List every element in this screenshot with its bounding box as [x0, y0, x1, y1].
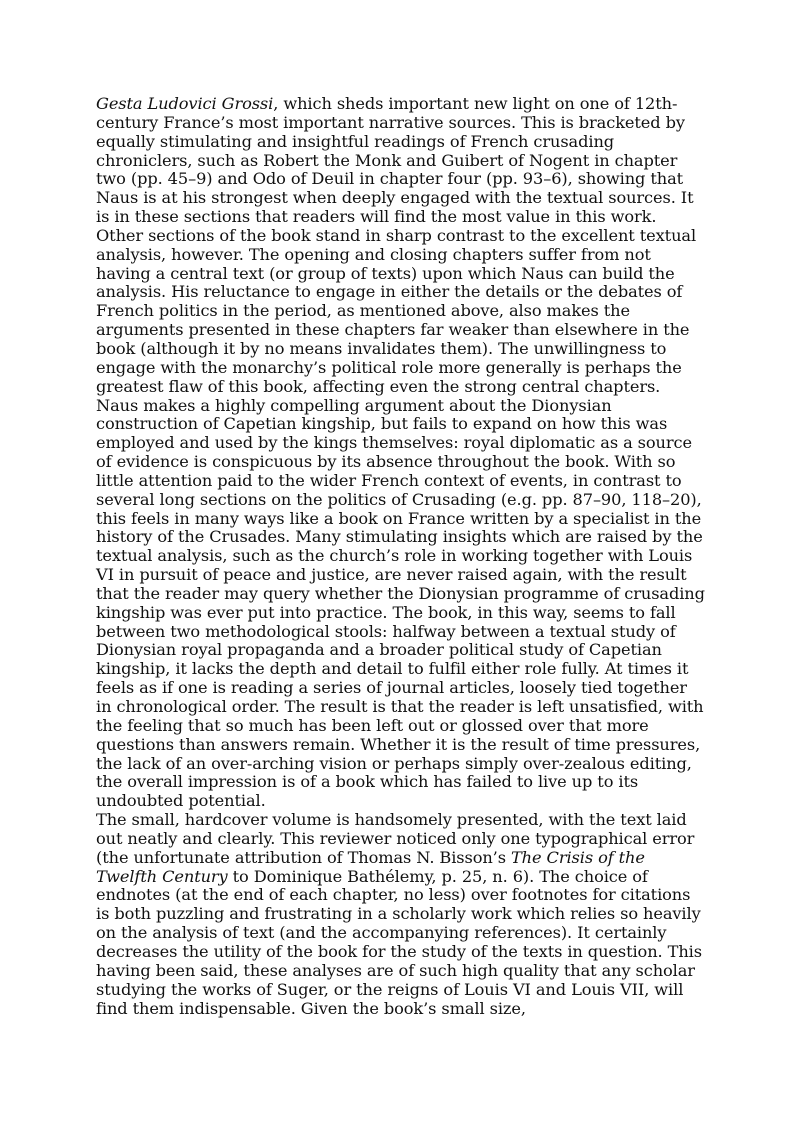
paragraph-1 — [96, 95, 706, 227]
paragraph-text: Other sections of the book stand in sharp contrast to the excellent textual analysis, however. The opening and closing chapters suffer from not having a central text (or group of texts) upon which Naus can build the analysis. His reluctance to engage in either the details or the debates of French politics in the period, as mentioned above, also makes the arguments presented in these chapters far weaker than elsewhere in the book (although it by no means invalidates them). The unwillingness to engage with the monarchy’s political role more generally is perhaps the greatest flaw of this book, affecting even the strong central chapters. — [96, 225, 697, 396]
paragraph-3 — [96, 397, 706, 812]
paragraph-text: to Dominique Bathélemy, p. 25, n. 6). The choice of endnotes (at the end of each chapter, no less) over footnotes for citations is both puzzling and frustrating in a scholarly work which relies so heavily on the analysis of text (and the accompanying references). It certainly decreases the utility of the book for the study of the texts in question. This having been said, these analyses are of such high quality that any scholar studying the works of Suger, or the reigns of Louis VI and Louis VII, will find them indispensable. Given the book’s small size, — [96, 866, 702, 1018]
paragraph-text: The small, hardcover volume is handsomely presented, with the text laid out neatly and clearly. This reviewer noticed only one typographical error (the unfortunate attribution of Thomas N. Bisson’s — [96, 810, 695, 867]
paragraph-text: Naus makes a highly compelling argument about the Dionysian construction of Capetian kingship, but fails to expand on how this was employed and used by the kings themselves: royal diplomatic as a source of evidence is conspicuous by its absence throughout the book. With so little attention paid to the wider French context of events, in contrast to several long sections on the politics of Crusading (e.g. pp. 87–90, 118–20), this feels in many ways like a book on France written by a specialist in the history of the Crusades. Many stimulating insights which are raised by the textual analysis, such as the church’s role in working together with Louis VI in pursuit of peace and justice, are never raised again, with the result that the reader may query whether the Dionysian programme of crusading kingship was ever put into practice. The book, in this way, seems to fall between two methodological stools: halfway between a textual study of Dionysian royal propaganda and a broader political study of Capetian kingship, it lacks the depth and detail to fulfil either role fully. At times it feels as if one is reading a series of journal articles, loosely tied together in chronological order. The result is that the reader is left unsatisfied, with the feeling that so much has been left out or glossed over that more questions than answers remain. Whether it is the result of time pressures, the lack of an over-arching vision or perhaps simply over-zealous editing, the overall impression is of a book which has failed to live up to its undoubted potential. — [96, 395, 705, 811]
document-body — [96, 95, 706, 1018]
italic-title: The Crisis of the Twelfth Century — [96, 847, 645, 886]
paragraph-4 — [96, 811, 706, 1018]
paragraph-text: , which sheds important new light on one of 12th-century France’s most important narrative sources. This is bracketed by equally stimulating and insightful readings of French crusading chroniclers, such as Robert the Monk and Guibert of Nogent in chapter two (pp. 45–9) and Odo of Deuil in chapter four (pp. 93–6), showing that Naus is at his strongest when deeply engaged with the textual sources. It is in these sections that readers will find the most value in this work. — [96, 94, 694, 227]
italic-title: Gesta Ludovici Grossi — [96, 94, 274, 113]
paragraph-2 — [96, 227, 706, 397]
